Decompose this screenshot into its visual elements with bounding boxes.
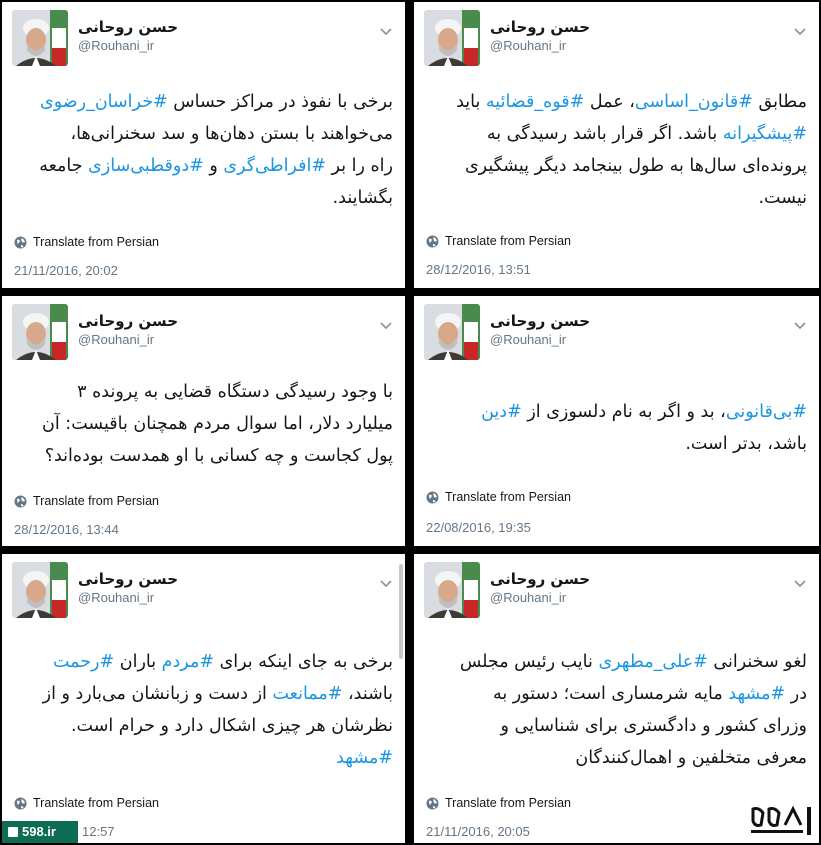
tweet-text-segment: و xyxy=(203,156,224,176)
tweet-text xyxy=(14,376,393,472)
tweet-line xyxy=(426,182,807,214)
author-name[interactable]: حسن روحانی xyxy=(78,570,179,588)
tweet-line xyxy=(14,710,393,742)
hashtag-link[interactable]: #رحمت xyxy=(52,652,115,672)
author-name[interactable]: حسن روحانی xyxy=(78,312,179,330)
avatar[interactable] xyxy=(424,304,480,360)
tweet-text-segment: ، عمل xyxy=(584,92,635,112)
tweet-line xyxy=(426,710,807,742)
hashtag-link[interactable]: #علی_مطهری xyxy=(598,652,708,672)
tweet-text-segment: نظرشان هر چیزی اشکال دارد و حرام است. xyxy=(70,716,393,736)
tweet-text xyxy=(426,396,807,460)
tweet-text-segment: میلیارد دلار، اما سوال مردم همچنان باقیست: آن xyxy=(42,414,393,434)
chevron-down-icon[interactable] xyxy=(379,22,393,32)
tweet-line xyxy=(426,150,807,182)
translate-label: Translate from Persian xyxy=(33,235,159,249)
author-name[interactable]: حسن روحانی xyxy=(490,18,591,36)
tweet-text-segment: باشند، xyxy=(342,684,393,704)
tweet-line xyxy=(14,182,393,214)
translate-link[interactable] xyxy=(14,494,159,508)
chevron-down-icon[interactable] xyxy=(379,316,393,326)
tweet-line xyxy=(14,376,393,408)
tweet-text-segment: بگشایند. xyxy=(332,188,393,208)
tweet-line xyxy=(14,440,393,472)
tweet-line xyxy=(426,118,807,150)
hashtag-link[interactable]: #مردم xyxy=(161,652,214,672)
tweet-timestamp[interactable]: 28/12/2016, 13:51 xyxy=(426,262,531,277)
globe-icon xyxy=(14,495,27,508)
tweet-card xyxy=(2,296,405,546)
tweet-text-segment: در xyxy=(785,684,807,704)
badge-label: 598.ir xyxy=(22,824,56,839)
translate-label: Translate from Persian xyxy=(33,796,159,810)
site-logo xyxy=(749,805,815,839)
hashtag-link[interactable]: #پیشگیرانه xyxy=(722,124,807,144)
tweet-text-segment: نیست. xyxy=(758,188,807,208)
chevron-down-icon[interactable] xyxy=(793,574,807,584)
translate-label: Translate from Persian xyxy=(33,494,159,508)
tweet-text xyxy=(426,86,807,214)
tweet-timestamp[interactable]: 21/11/2016, 20:02 xyxy=(14,263,118,278)
chevron-down-icon[interactable] xyxy=(793,22,807,32)
tweet-card xyxy=(414,296,819,546)
tweet-text-segment: وزرای کشور و دادگستری برای شناسایی و xyxy=(500,716,807,736)
tweet-line xyxy=(426,742,807,774)
hashtag-link[interactable]: #بی‌قانونی xyxy=(725,402,807,422)
translate-link[interactable] xyxy=(426,234,571,248)
author-handle[interactable]: @Rouhani_ir xyxy=(490,590,567,605)
author-handle[interactable]: @Rouhani_ir xyxy=(78,38,155,53)
globe-icon xyxy=(426,797,439,810)
tweet-text-segment: راه را بر xyxy=(325,156,393,176)
hashtag-link[interactable]: #افراطی‌گری xyxy=(223,156,326,176)
chevron-down-icon[interactable] xyxy=(379,574,393,584)
tweet-line xyxy=(14,150,393,182)
tweet-line xyxy=(426,646,807,678)
scrollbar[interactable] xyxy=(399,564,403,659)
tweet-text-segment: مایه شرمساری است؛ دستور به xyxy=(492,684,729,704)
tweet-line xyxy=(14,86,393,118)
tweet-timestamp[interactable]: 22/08/2016, 19:35 xyxy=(426,520,531,535)
avatar[interactable] xyxy=(424,10,480,66)
translate-label: Translate from Persian xyxy=(445,796,571,810)
tweet-text-segment: می‌خواهند با بستن دهان‌ها و سد سخنرانی‌ها، xyxy=(70,124,393,144)
author-handle[interactable]: @Rouhani_ir xyxy=(490,332,567,347)
hashtag-link[interactable]: #دوقطبی‌سازی xyxy=(88,156,204,176)
tweet-card xyxy=(414,2,819,288)
tweet-text-segment: با وجود رسیدگی دستگاه قضایی به پرونده ۳ xyxy=(77,382,393,402)
hashtag-link[interactable]: #قانون_اساسی xyxy=(634,92,753,112)
tweet-line xyxy=(14,408,393,440)
tweet-text-segment: برخی با نفوذ در مراکز حساس xyxy=(167,92,393,112)
tweet-line xyxy=(426,428,807,460)
globe-icon xyxy=(426,235,439,248)
tweet-card xyxy=(2,554,405,843)
author-name[interactable]: حسن روحانی xyxy=(490,570,591,588)
hashtag-link[interactable]: #خراسان_رضوی xyxy=(40,92,168,112)
tweet-line xyxy=(426,678,807,710)
globe-icon xyxy=(426,491,439,504)
hashtag-link[interactable]: #دین xyxy=(481,402,522,422)
translate-label: Translate from Persian xyxy=(445,490,571,504)
tweet-text-segment: پرونده‌ای سال‌ها به طول بینجامد دیگر پیشگیری xyxy=(464,156,807,176)
author-handle[interactable]: @Rouhani_ir xyxy=(490,38,567,53)
tweet-timestamp[interactable]: 21/11/2016, 20:05 xyxy=(426,824,530,839)
tweet-text xyxy=(14,86,393,214)
tweet-text-segment: باشد، بدتر است. xyxy=(685,434,807,454)
tweet-text-segment: برخی به جای اینکه برای xyxy=(214,652,393,672)
translate-link[interactable] xyxy=(14,235,159,249)
tweet-text-segment: ، بد و اگر به نام دلسوزی از xyxy=(521,402,726,422)
translate-label: Translate from Persian xyxy=(445,234,571,248)
tweet-text-segment: باید xyxy=(456,92,486,112)
tweet-card xyxy=(2,2,405,288)
tweet-text-segment: معرفی متخلفین و اهمال‌کنندگان xyxy=(575,748,807,768)
tweet-text-segment: نایب رئیس مجلس xyxy=(459,652,599,672)
tweet-line xyxy=(14,742,393,774)
tweet-text xyxy=(14,646,393,774)
avatar[interactable] xyxy=(424,562,480,618)
hashtag-link[interactable]: #ممانعت xyxy=(272,684,343,704)
avatar[interactable] xyxy=(12,562,68,618)
author-handle[interactable]: @Rouhani_ir xyxy=(78,332,155,347)
tweet-timestamp[interactable]: 12:57 xyxy=(82,824,115,839)
tweet-text-segment: جامعه xyxy=(39,156,89,176)
tweet-line xyxy=(426,396,807,428)
tweet-card xyxy=(414,554,819,843)
tweet-line xyxy=(14,118,393,150)
tweet-timestamp[interactable]: 28/12/2016, 13:44 xyxy=(14,522,119,537)
hashtag-link[interactable]: #قوه_قضائیه xyxy=(485,92,585,112)
tweet-text-segment: مطابق xyxy=(752,92,807,112)
author-handle[interactable]: @Rouhani_ir xyxy=(78,590,155,605)
tweet-text-segment: باشد. اگر قرار باشد رسیدگی به xyxy=(486,124,723,144)
author-name[interactable]: حسن روحانی xyxy=(490,312,591,330)
translate-link[interactable] xyxy=(426,796,571,810)
translate-link[interactable] xyxy=(426,490,571,504)
tweet-text xyxy=(426,646,807,774)
avatar[interactable] xyxy=(12,10,68,66)
chevron-down-icon[interactable] xyxy=(793,316,807,326)
hashtag-link[interactable]: #مشهد xyxy=(728,684,786,704)
author-name[interactable]: حسن روحانی xyxy=(78,18,179,36)
tweet-text-segment: پول کجاست و چه کسانی با او همدست بوده‌اند؟ xyxy=(44,446,393,466)
tweet-text-segment: لغو سخنرانی xyxy=(707,652,807,672)
globe-icon xyxy=(14,236,27,249)
avatar[interactable] xyxy=(12,304,68,360)
tweet-text-segment: از دست و زبانشان می‌بارد و از xyxy=(42,684,273,704)
translate-link[interactable] xyxy=(14,796,159,810)
site-badge xyxy=(2,821,78,843)
tweet-text-segment: باران xyxy=(114,652,162,672)
globe-icon xyxy=(14,797,27,810)
tweet-line xyxy=(14,678,393,710)
tweet-line xyxy=(426,86,807,118)
tweet-line xyxy=(14,646,393,678)
hashtag-link[interactable]: #مشهد xyxy=(336,748,393,768)
badge-square-icon xyxy=(8,827,18,837)
